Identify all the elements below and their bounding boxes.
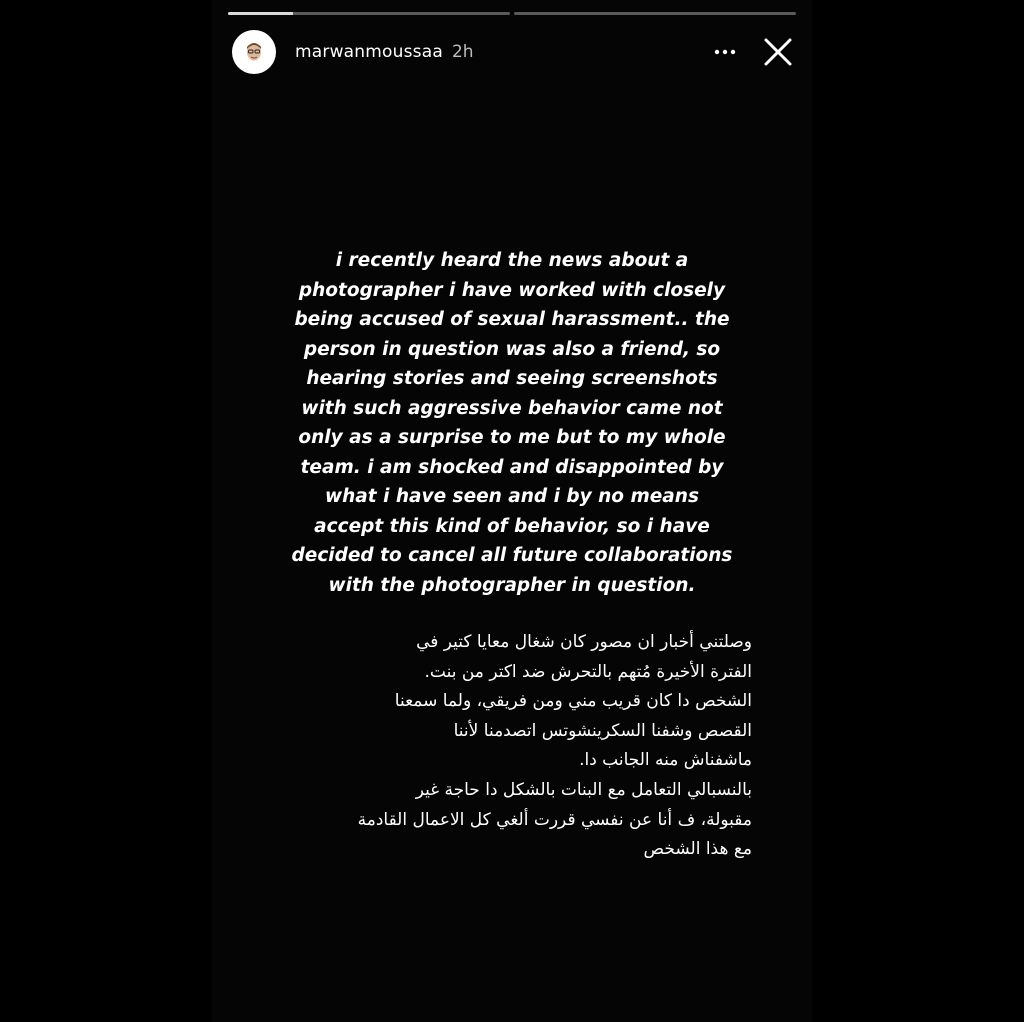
username[interactable]: marwanmoussaa	[295, 42, 443, 62]
story-header	[232, 28, 796, 76]
story-timestamp: 2h	[451, 42, 474, 62]
story-arabic-text: وصلتني أخبار ان مصور كان شغال معايا كتير في الفترة الأخيرة مُتهم بالتحرش ضد اكتر من بنت. الشخص دا كان قريب مني ومن فريقي، ولما سمعنا القصص وشفنا السكرينشوتس اتصدمنا لأننا ماشفناش منه الجانب دا. بالنسبالي التعامل مع البنات بالشكل دا حاجة غير مقبولة، ف أنا عن نفسي قررت ألغي كل الاعمال القادمة مع هذا الشخص	[357, 632, 752, 860]
story-english-text: i recently heard the news about a photographer i have worked with closely being accused of sexual harassment.. the person in question was also a friend, so hearing stories and seeing screenshots with such aggressive behavior came not only as a surprise to me but to my whole team. i am shocked and disappointed by what i have seen and i by no means accept this kind of behavior, so i have decided to cancel all future collaborations with the photographer in question.	[291, 250, 733, 596]
close-icon	[763, 37, 793, 67]
more-horizontal-icon	[713, 49, 737, 55]
progress-segment-2	[514, 12, 796, 15]
close-button[interactable]	[760, 34, 796, 70]
progress-segment-1-fill	[228, 12, 293, 15]
memoji-avatar-icon	[244, 41, 264, 63]
story-progress-bar	[228, 12, 796, 15]
story-viewer[interactable]	[212, 0, 812, 1022]
more-options-button[interactable]	[710, 37, 740, 67]
progress-segment-1	[228, 12, 510, 15]
avatar[interactable]	[232, 30, 276, 74]
